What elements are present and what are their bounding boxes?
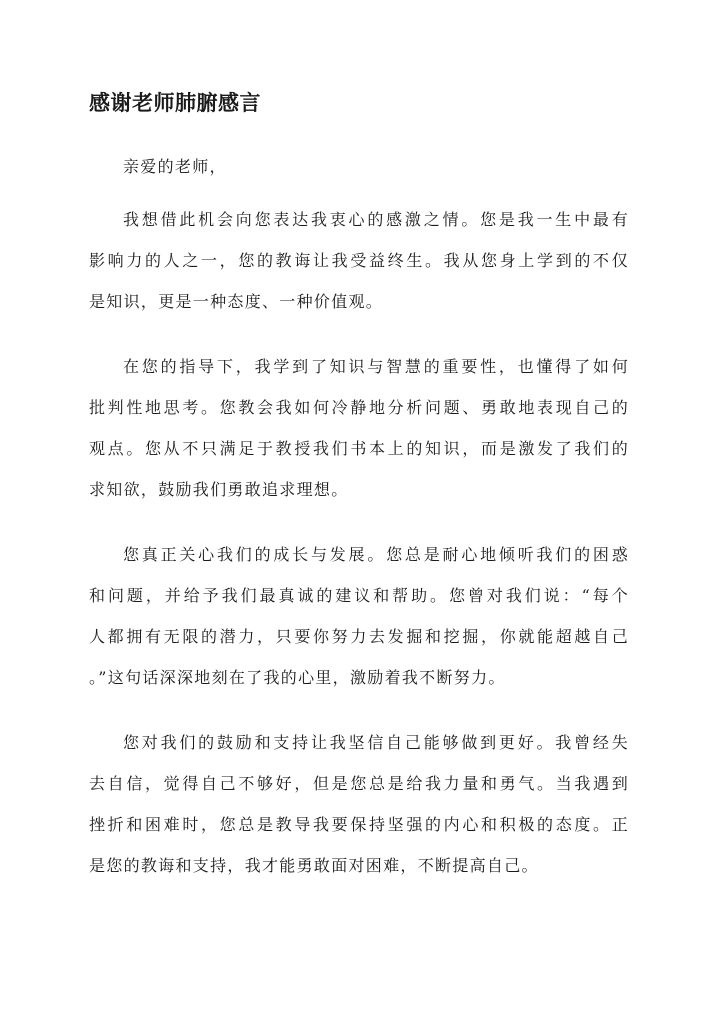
paragraph-line: 影响力的人之一，您的教诲让我受益终生。我从您身上学到的不仅 (89, 251, 629, 270)
paragraph-line: 我想借此机会向您表达我衷心的感激之情。您是我一生中最有 (123, 210, 629, 229)
paragraph-line: 在您的指导下，我学到了知识与智慧的重要性，也懂得了如何 (123, 357, 629, 376)
paragraph-4 (89, 722, 629, 886)
paragraph-line: 去自信，觉得自己不够好，但是您总是给我力量和勇气。当我遇到 (89, 774, 629, 793)
document-body (89, 152, 629, 910)
paragraph-line: 您对我们的鼓励和支持让我坚信自己能够做到更好。我曾经失 (123, 733, 629, 752)
paragraph-line: 。”这句话深深地刻在了我的心里，激励着我不断努力。 (89, 668, 506, 687)
paragraph-line: 人都拥有无限的潜力，只要你努力去发掘和挖掘，你就能超越自己 (89, 627, 629, 646)
paragraph-line: 观点。您从不只满足于教授我们书本上的知识，而是激发了我们的 (89, 439, 629, 458)
paragraph-2 (89, 346, 629, 510)
paragraph-line: 批判性地思考。您教会我如何冷静地分析问题、勇敢地表现自己的 (89, 398, 629, 417)
paragraph-3 (89, 534, 629, 698)
paragraph-line: 是知识，更是一种态度、一种价值观。 (89, 292, 384, 311)
paragraph-line: 您真正关心我们的成长与发展。您总是耐心地倾听我们的困惑 (123, 545, 629, 564)
paragraph-line: 和问题，并给予我们最真诚的建议和帮助。您曾对我们说：“每个 (89, 586, 629, 605)
paragraph-line: 挫折和困难时，您总是教导我要保持坚强的内心和积极的态度。正 (89, 815, 629, 834)
paragraph-line: 求知欲，鼓励我们勇敢追求理想。 (89, 480, 349, 499)
paragraph-1 (89, 199, 629, 322)
salutation: 亲爱的老师， (123, 157, 227, 176)
document-title: 感谢老师肺腑感言 (89, 90, 261, 115)
paragraph-line: 是您的教诲和支持，我才能勇敢面对困难，不断提高自己。 (89, 856, 539, 875)
